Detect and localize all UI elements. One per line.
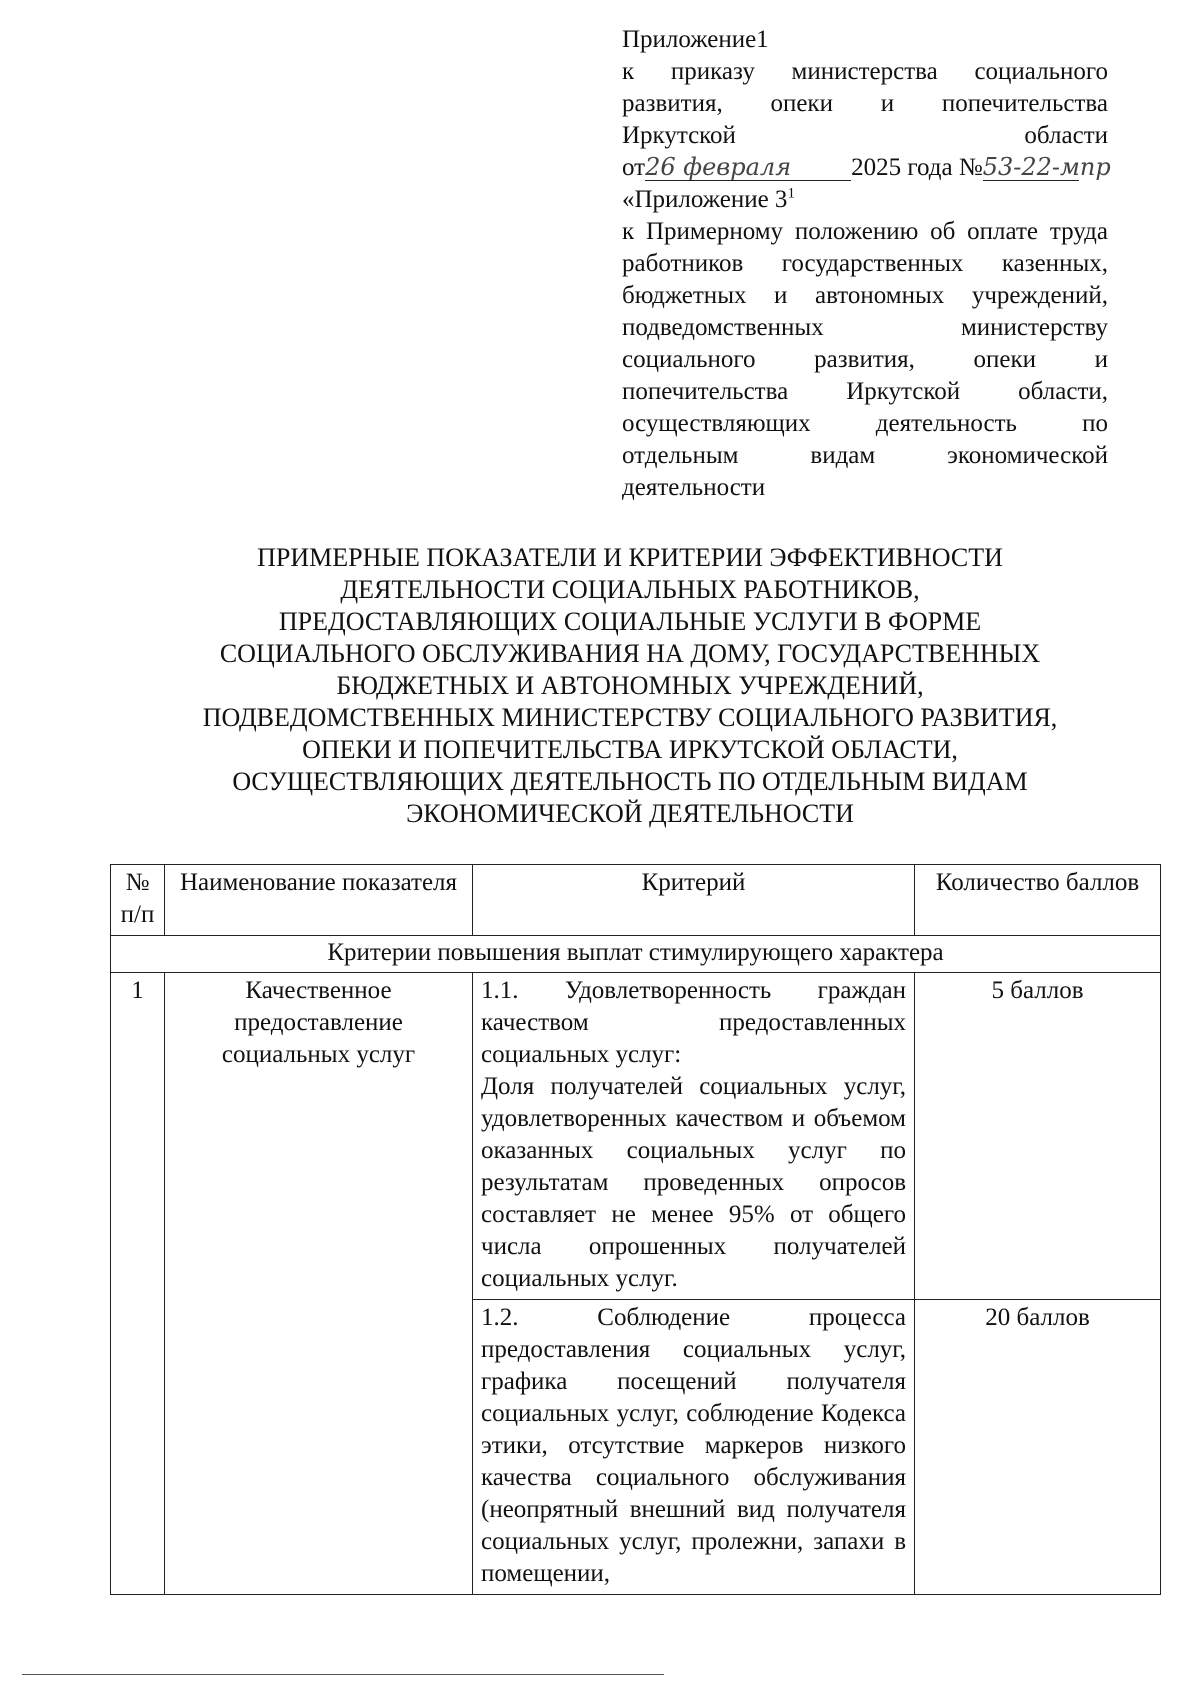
sub-appendix-label: «Приложение 3 xyxy=(622,186,788,213)
title-line: БЮДЖЕТНЫХ И АВТОНОМНЫХ УЧРЕЖДЕНИЙ, xyxy=(336,671,924,700)
title-line: ПРЕДОСТАВЛЯЮЩИХ СОЦИАЛЬНЫЕ УСЛУГИ В ФОРМЕ xyxy=(278,607,982,636)
header-indicator-name: Наименование показателя xyxy=(165,865,473,936)
row-indicator-name: Качественное предоставление социальных услуг xyxy=(165,973,473,1595)
criterion-cell xyxy=(473,973,915,1300)
appendix-label: Приложение1 xyxy=(622,26,769,53)
appendix-header xyxy=(622,24,1111,504)
score-cell: 20 баллов xyxy=(915,1300,1161,1595)
sub-appendix-text: к Примерному положению об оплате труда работников государственных казенных, бюджетных и автономных учреждений, подведомственных министерству социального развития, опеки и попечительства Иркутской области, осуществляющих деятельность по отдельным видам экономической деятельности xyxy=(622,218,1108,501)
section-row xyxy=(111,936,1161,973)
criteria-table xyxy=(110,864,1161,1595)
page-bottom-rule xyxy=(22,1674,664,1675)
table-row xyxy=(111,973,1161,1300)
score-cell: 5 баллов xyxy=(915,973,1161,1300)
title-line: ОПЕКИ И ПОПЕЧИТЕЛЬСТВА ИРКУТСКОЙ ОБЛАСТИ, xyxy=(302,735,958,764)
header-score: Количество баллов xyxy=(915,865,1161,936)
criterion-1-1-title: 1.1. Удовлетворенность граждан качеством предоставленных социальных услуг: xyxy=(481,977,906,1068)
criterion-1-2: 1.2. Соблюдение процесса предоставления социальных услуг, графика посещений получателя социальных услуг, соблюдение Кодекса этики, отсутствие маркеров низкого качества социального обслуживания (неопрятный внешний вид получателя социальных услуг, пролежни, запахи в помещении, xyxy=(473,1300,915,1595)
title-line: ОСУЩЕСТВЛЯЮЩИХ ДЕЯТЕЛЬНОСТЬ ПО ОТДЕЛЬНЫМ ВИДАМ xyxy=(232,767,1028,796)
date-year: 2025 года № xyxy=(851,154,983,181)
title-line: ПРИМЕРНЫЕ ПОКАЗАТЕЛИ И КРИТЕРИИ ЭФФЕКТИВНОСТИ xyxy=(257,543,1003,572)
date-prefix: от xyxy=(622,154,646,181)
handwritten-date: 26 февраля xyxy=(645,154,851,181)
appendix-region-line: Иркутской области xyxy=(622,122,1108,149)
table-header-row xyxy=(111,865,1161,936)
document-title xyxy=(150,542,1110,830)
appendix-date-line xyxy=(622,152,1111,184)
appendix-ministry-line: развития, опеки и попечительства xyxy=(622,90,1108,117)
header-number: № п/п xyxy=(111,865,165,936)
handwritten-number: 53-22-мпр xyxy=(982,153,1111,181)
criterion-1-1-body: Доля получателей социальных услуг, удовлетворенных качеством и объемом оказанных социальных услуг по результатам проведенных опросов составляет не менее 95% от общего числа опрошенных получателей социальных услуг. xyxy=(481,1073,906,1292)
appendix-order-line: к приказу министерства социального xyxy=(622,58,1108,85)
title-line: СОЦИАЛЬНОГО ОБСЛУЖИВАНИЯ НА ДОМУ, ГОСУДАРСТВЕННЫХ xyxy=(219,639,1041,668)
section-title: Критерии повышения выплат стимулирующего характера xyxy=(111,936,1161,973)
row-number: 1 xyxy=(111,973,165,1595)
sub-appendix-title xyxy=(622,184,1108,216)
sub-appendix-sup: 1 xyxy=(787,185,795,202)
header-criterion: Критерий xyxy=(473,865,915,936)
title-line: ЭКОНОМИЧЕСКОЙ ДЕЯТЕЛЬНОСТИ xyxy=(406,799,854,828)
title-line: ПОДВЕДОМСТВЕННЫХ МИНИСТЕРСТВУ СОЦИАЛЬНОГО РАЗВИТИЯ, xyxy=(202,703,1058,732)
title-line: ДЕЯТЕЛЬНОСТИ СОЦИАЛЬНЫХ РАБОТНИКОВ, xyxy=(340,575,920,604)
